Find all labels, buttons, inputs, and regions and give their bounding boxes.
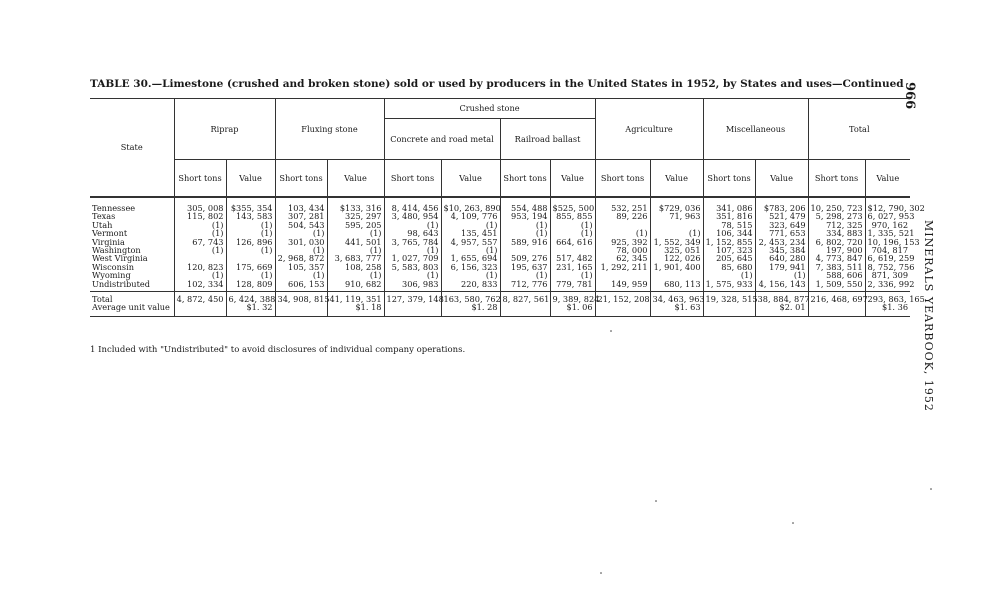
short-tons-cell: 1, 575, 933 xyxy=(703,280,755,292)
short-tons-cell: (1) xyxy=(703,271,755,279)
state-name: Vermont xyxy=(92,228,128,239)
short-tons-cell: 106, 344 xyxy=(703,229,755,237)
value-cell: $783, 206 xyxy=(755,204,808,212)
short-tons-cell: 306, 983 xyxy=(384,280,441,292)
value-cell: 855, 855 xyxy=(550,212,595,220)
value-cell: 231, 165 xyxy=(550,263,595,271)
subheader-value: Value xyxy=(226,160,275,198)
header-concrete-road-metal: Concrete and road metal xyxy=(384,119,500,160)
value-cell: 779, 781 xyxy=(550,280,595,292)
subheader-value: Value xyxy=(650,160,703,198)
short-tons-cell: 4, 872, 450 xyxy=(174,292,226,304)
short-tons-cell: (1) xyxy=(384,221,441,229)
short-tons-cell: 67, 743 xyxy=(174,238,226,246)
state-name: Tennessee xyxy=(92,203,136,213)
short-tons-cell: 1, 292, 211 xyxy=(595,263,650,271)
state-name: Undistributed xyxy=(92,278,150,289)
value-cell: 771, 653 xyxy=(755,229,808,237)
short-tons-cell: 78, 000 xyxy=(595,246,650,254)
value-cell: 325, 297 xyxy=(327,212,384,220)
short-tons-cell: (1) xyxy=(275,229,327,237)
value-cell: 1, 335, 521 xyxy=(865,229,910,237)
short-tons-cell: 3, 480, 954 xyxy=(384,212,441,220)
value-cell: 34, 463, 963 xyxy=(650,292,703,304)
value-cell: (1) xyxy=(327,246,384,254)
short-tons-cell: 107, 323 xyxy=(703,246,755,254)
table-body xyxy=(90,197,925,316)
value-cell: $1. 06 xyxy=(550,303,595,316)
value-cell: 10, 196, 153 xyxy=(865,238,910,246)
short-tons-cell: (1) xyxy=(500,271,550,279)
short-tons-cell: (1) xyxy=(275,246,327,254)
short-tons-cell: (1) xyxy=(275,271,327,279)
short-tons-cell: 197, 900 xyxy=(808,246,865,254)
short-tons-cell: 554, 488 xyxy=(500,204,550,212)
short-tons-cell xyxy=(703,303,755,316)
value-cell: 4, 109, 776 xyxy=(441,212,500,220)
short-tons-cell: 85, 680 xyxy=(703,263,755,271)
page-number: 966 xyxy=(902,82,917,110)
state-name: Average unit value xyxy=(90,303,174,316)
value-cell: 4, 957, 557 xyxy=(441,238,500,246)
short-tons-cell: 21, 152, 208 xyxy=(595,292,650,304)
short-tons-cell xyxy=(384,303,441,316)
value-cell: 345, 384 xyxy=(755,246,808,254)
value-cell: (1) xyxy=(755,271,808,279)
value-cell: 179, 941 xyxy=(755,263,808,271)
value-cell: (1) xyxy=(226,229,275,237)
short-tons-cell: 532, 251 xyxy=(595,204,650,212)
short-tons-cell: 712, 325 xyxy=(808,221,865,229)
state-name: Wisconsin xyxy=(92,261,134,272)
state-name: Virginia xyxy=(92,236,125,247)
short-tons-cell: 78, 515 xyxy=(703,221,755,229)
short-tons-cell: 588, 606 xyxy=(808,271,865,279)
value-cell: (1) xyxy=(226,246,275,254)
subheader-short-tons: Short tons xyxy=(384,160,441,198)
state-name: Washington xyxy=(92,245,141,256)
short-tons-cell: 2, 968, 872 xyxy=(275,254,327,262)
value-cell: (1) xyxy=(550,271,595,279)
short-tons-cell: 4, 773, 847 xyxy=(808,254,865,262)
short-tons-cell: 149, 959 xyxy=(595,280,650,292)
running-head: MINERALS YEARBOOK, 1952 xyxy=(922,220,935,412)
value-cell: 595, 205 xyxy=(327,221,384,229)
value-cell: 4, 156, 143 xyxy=(755,280,808,292)
value-cell: 871, 309 xyxy=(865,271,910,279)
short-tons-cell: 307, 281 xyxy=(275,212,327,220)
short-tons-cell xyxy=(595,303,650,316)
short-tons-cell: 8, 827, 561 xyxy=(500,292,550,304)
value-cell: 441, 501 xyxy=(327,238,384,246)
short-tons-cell: 1, 152, 855 xyxy=(703,238,755,246)
value-cell: 1, 552, 349 xyxy=(650,238,703,246)
short-tons-cell: 127, 379, 148 xyxy=(384,292,441,304)
subheader-value: Value xyxy=(550,160,595,198)
value-cell: 517, 482 xyxy=(550,254,595,262)
short-tons-cell: (1) xyxy=(500,229,550,237)
short-tons-cell: 5, 298, 273 xyxy=(808,212,865,220)
value-cell: $133, 316 xyxy=(327,204,384,212)
short-tons-cell: (1) xyxy=(174,221,226,229)
subheader-short-tons: Short tons xyxy=(595,160,650,198)
value-cell: (1) xyxy=(441,246,500,254)
subheader-short-tons: Short tons xyxy=(174,160,226,198)
short-tons-cell: 351, 816 xyxy=(703,212,755,220)
value-cell: 163, 580, 762 xyxy=(441,292,500,304)
short-tons-cell xyxy=(275,303,327,316)
value-cell: 135, 451 xyxy=(441,229,500,237)
value-cell: 323, 649 xyxy=(755,221,808,229)
value-cell: $2. 01 xyxy=(755,303,808,316)
value-cell: 910, 682 xyxy=(327,280,384,292)
value-cell: 521, 479 xyxy=(755,212,808,220)
header-state: State xyxy=(90,99,174,198)
short-tons-cell: 341, 086 xyxy=(703,204,755,212)
value-cell: (1) xyxy=(550,221,595,229)
short-tons-cell: 301, 030 xyxy=(275,238,327,246)
short-tons-cell: (1) xyxy=(384,246,441,254)
value-cell: 38, 884, 877 xyxy=(755,292,808,304)
header-railroad-ballast: Railroad ballast xyxy=(500,119,595,160)
short-tons-cell: 7, 383, 511 xyxy=(808,263,865,271)
state-name: Total xyxy=(90,292,174,304)
short-tons-cell: 105, 357 xyxy=(275,263,327,271)
short-tons-cell: (1) xyxy=(595,229,650,237)
value-cell: (1) xyxy=(327,271,384,279)
header-total: Total xyxy=(808,99,910,160)
header-miscellaneous: Miscellaneous xyxy=(703,99,808,160)
header-fluxing-stone: Fluxing stone xyxy=(275,99,384,160)
header-agriculture: Agriculture xyxy=(595,99,703,160)
short-tons-cell: 712, 776 xyxy=(500,280,550,292)
state-name: Wyoming xyxy=(92,270,131,281)
value-cell: 6, 027, 953 xyxy=(865,212,910,220)
short-tons-cell xyxy=(808,303,865,316)
table-row xyxy=(90,303,910,316)
short-tons-cell: 34, 908, 815 xyxy=(275,292,327,304)
short-tons-cell: 19, 328, 515 xyxy=(703,292,755,304)
subheader-short-tons: Short tons xyxy=(703,160,755,198)
value-cell: (1) xyxy=(441,221,500,229)
value-cell: $525, 500 xyxy=(550,204,595,212)
short-tons-cell: 509, 276 xyxy=(500,254,550,262)
short-tons-cell: 925, 392 xyxy=(595,238,650,246)
short-tons-cell: 1, 027, 709 xyxy=(384,254,441,262)
subheader-value: Value xyxy=(865,160,910,198)
value-cell: 970, 162 xyxy=(865,221,910,229)
value-cell: 126, 896 xyxy=(226,238,275,246)
value-cell: $1. 18 xyxy=(327,303,384,316)
short-tons-cell: 216, 468, 697 xyxy=(808,292,865,304)
value-cell: 704, 817 xyxy=(865,246,910,254)
short-tons-cell: 334, 883 xyxy=(808,229,865,237)
value-cell: 6, 424, 388 xyxy=(226,292,275,304)
short-tons-cell: 103, 434 xyxy=(275,204,327,212)
short-tons-cell: 1, 509, 550 xyxy=(808,280,865,292)
value-cell: (1) xyxy=(226,221,275,229)
table-title: TABLE 30.—Limestone (crushed and broken stone) sold or used by producers in the United States in 1952, by States and uses—Continued xyxy=(90,78,904,90)
subheader-short-tons: Short tons xyxy=(808,160,865,198)
short-tons-cell: 3, 765, 784 xyxy=(384,238,441,246)
short-tons-cell: 89, 226 xyxy=(595,212,650,220)
short-tons-cell: 62, 345 xyxy=(595,254,650,262)
short-tons-cell: 120, 823 xyxy=(174,263,226,271)
short-tons-cell xyxy=(500,303,550,316)
value-cell: 71, 963 xyxy=(650,212,703,220)
value-cell: 1, 655, 694 xyxy=(441,254,500,262)
subheader-value: Value xyxy=(327,160,384,198)
value-cell: 122, 026 xyxy=(650,254,703,262)
short-tons-cell: (1) xyxy=(174,246,226,254)
value-cell: 9, 389, 824 xyxy=(550,292,595,304)
short-tons-cell: (1) xyxy=(174,229,226,237)
value-cell: 175, 669 xyxy=(226,263,275,271)
short-tons-cell: 504, 543 xyxy=(275,221,327,229)
footnote: 1 Included with "Undistributed" to avoid disclosures of individual company operations. xyxy=(90,345,466,355)
value-cell: 640, 280 xyxy=(755,254,808,262)
short-tons-cell: 102, 334 xyxy=(174,280,226,292)
header-crushed-stone: Crushed stone xyxy=(384,99,595,119)
value-cell: 108, 258 xyxy=(327,263,384,271)
value-cell: 143, 583 xyxy=(226,212,275,220)
state-name: Utah xyxy=(92,219,113,230)
value-cell: $12, 790, 302 xyxy=(865,204,910,212)
state-name: West Virginia xyxy=(92,253,148,264)
header-riprap: Riprap xyxy=(174,99,275,160)
value-cell: $1. 36 xyxy=(865,303,910,316)
value-cell: $1. 28 xyxy=(441,303,500,316)
value-cell: 680, 113 xyxy=(650,280,703,292)
subheader-short-tons: Short tons xyxy=(275,160,327,198)
value-cell: 41, 119, 351 xyxy=(327,292,384,304)
value-cell: 1, 901, 400 xyxy=(650,263,703,271)
value-cell: 2, 336, 992 xyxy=(865,280,910,292)
value-cell: (1) xyxy=(650,229,703,237)
short-tons-cell: 6, 802, 720 xyxy=(808,238,865,246)
value-cell: 8, 752, 756 xyxy=(865,263,910,271)
short-tons-cell: 305, 008 xyxy=(174,204,226,212)
short-tons-cell: 115, 802 xyxy=(174,212,226,220)
value-cell: 6, 619, 259 xyxy=(865,254,910,262)
subheader-value: Value xyxy=(441,160,500,198)
short-tons-cell: (1) xyxy=(384,271,441,279)
value-cell: 6, 156, 323 xyxy=(441,263,500,271)
short-tons-cell: 8, 414, 456 xyxy=(384,204,441,212)
short-tons-cell: 953, 194 xyxy=(500,212,550,220)
short-tons-cell: 98, 643 xyxy=(384,229,441,237)
value-cell: $729, 036 xyxy=(650,204,703,212)
value-cell: 293, 863, 165 xyxy=(865,292,910,304)
subheader-short-tons: Short tons xyxy=(500,160,550,198)
value-cell: (1) xyxy=(226,271,275,279)
value-cell: (1) xyxy=(550,229,595,237)
value-cell: (1) xyxy=(441,271,500,279)
short-tons-cell: (1) xyxy=(174,271,226,279)
short-tons-cell: 606, 153 xyxy=(275,280,327,292)
value-cell: $355, 354 xyxy=(226,204,275,212)
subheader-value: Value xyxy=(755,160,808,198)
limestone-table xyxy=(90,98,925,317)
value-cell: 220, 833 xyxy=(441,280,500,292)
value-cell: (1) xyxy=(327,229,384,237)
value-cell: $10, 263, 890 xyxy=(441,204,500,212)
value-cell: 325, 051 xyxy=(650,246,703,254)
value-cell: 2, 453, 234 xyxy=(755,238,808,246)
value-cell: 664, 616 xyxy=(550,238,595,246)
short-tons-cell: 5, 583, 803 xyxy=(384,263,441,271)
short-tons-cell: 205, 645 xyxy=(703,254,755,262)
value-cell: $1. 32 xyxy=(226,303,275,316)
value-cell: 3, 683, 777 xyxy=(327,254,384,262)
state-name: Texas xyxy=(92,211,116,222)
value-cell: 128, 809 xyxy=(226,280,275,292)
short-tons-cell: 10, 250, 723 xyxy=(808,204,865,212)
short-tons-cell: 195, 637 xyxy=(500,263,550,271)
short-tons-cell xyxy=(174,303,226,316)
value-cell: $1. 63 xyxy=(650,303,703,316)
table-row xyxy=(90,280,910,292)
short-tons-cell: (1) xyxy=(500,221,550,229)
short-tons-cell: 589, 916 xyxy=(500,238,550,246)
